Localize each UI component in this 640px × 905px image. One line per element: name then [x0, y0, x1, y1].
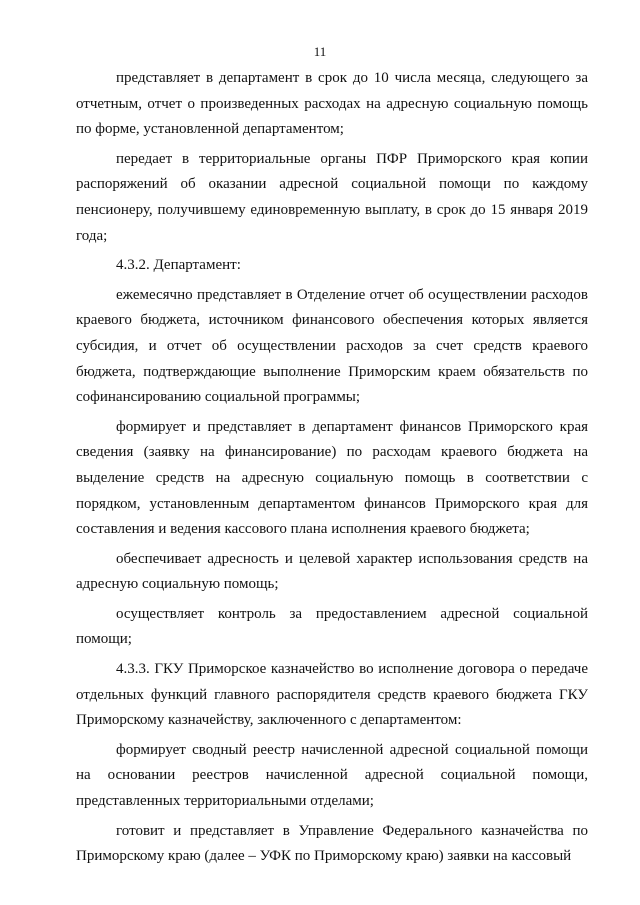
section-heading: 4.3.3. ГКУ Приморское казначейство во исполнение договора о передаче отдельных функций главного распорядителя средств краевого бюджета ГКУ Приморскому казначейству, заключенного с департаментом: — [76, 661, 588, 729]
document-body — [76, 66, 588, 870]
paragraph: передает в территориальные органы ПФР Приморского края копии распоряжений об оказании адресной социальной помощи по каждому пенсионеру, получившему единовременную выплату, в срок до 15 января 2019 года; — [76, 150, 588, 244]
paragraph: формирует сводный реестр начисленной адресной социальной помощи на основании реестров начисленной адресной социальной помощи, представленных территориальными отделами; — [76, 741, 588, 810]
page-number: 11 — [313, 44, 327, 59]
paragraph: ежемесячно представляет в Отделение отчет об осуществлении расходов краевого бюджета, источником финансового обеспечения которых является субсидия, и отчет об осуществлении расходов за счет средств краевого бюджета, подтверждающие выполнение Приморским краем обязательств по софинансированию социальной программы; — [76, 286, 588, 406]
section-heading: 4.3.2. Департамент: — [116, 257, 241, 274]
paragraph: обеспечивает адресность и целевой характер использования средств на адресную социальную помощь; — [76, 550, 588, 593]
paragraph: готовит и представляет в Управление Федерального казначейства по Приморскому краю (далее – УФК по Приморскому краю) заявки на кассовый — [76, 822, 588, 865]
paragraph: осуществляет контроль за предоставлением адресной социальной помощи; — [76, 605, 588, 648]
paragraph: представляет в департамент в срок до 10 числа месяца, следующего за отчетным, отчет о произведенных расходах на адресную социальную помощь по форме, установленной департаментом; — [76, 70, 588, 138]
paragraph: формирует и представляет в департамент финансов Приморского края сведения (заявку на финансирование) по расходам краевого бюджета на выделение средств на адресную социальную помощь в соответствии с порядком, установленным департаментом финансов Приморского края для составления и ведения кассового плана исполнения краевого бюджета; — [76, 418, 588, 538]
